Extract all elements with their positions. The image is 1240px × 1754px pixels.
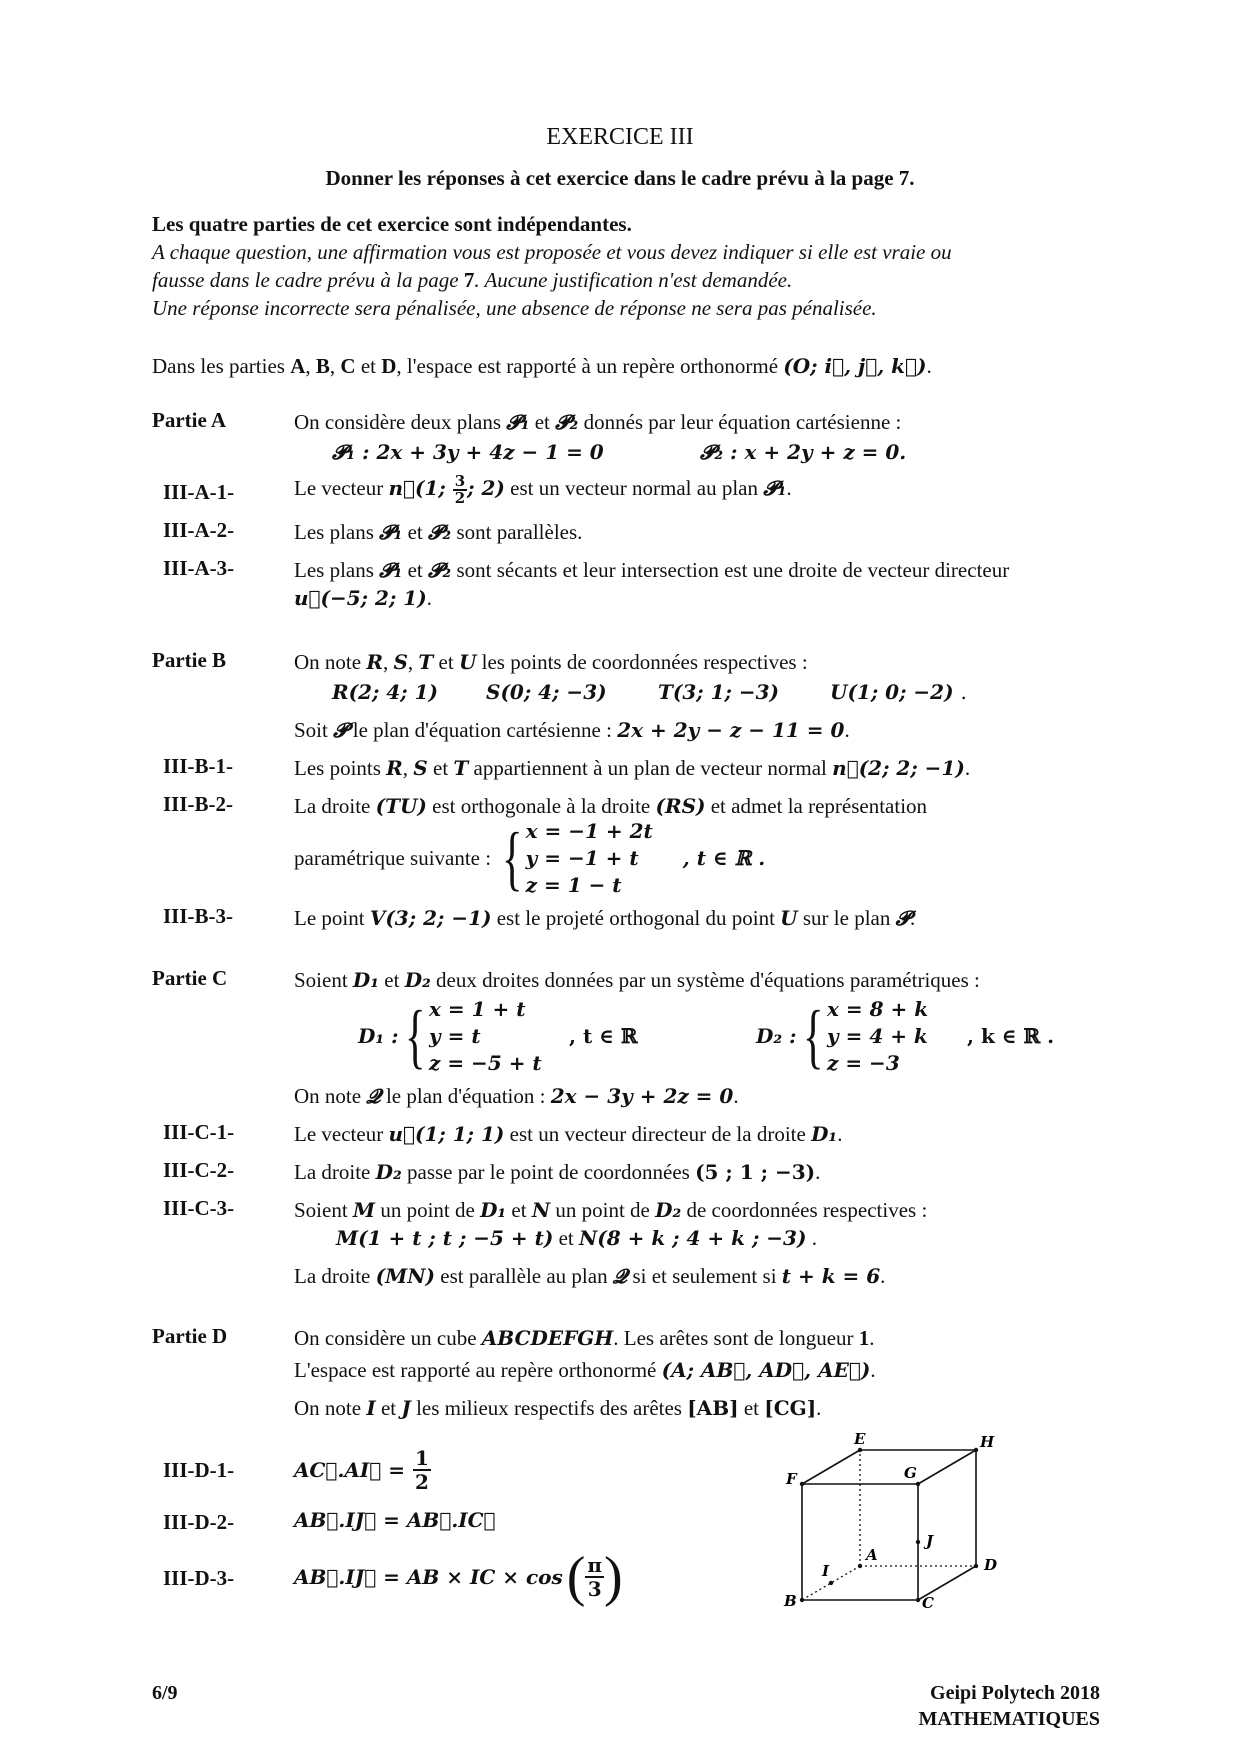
q-d2-label: III-D-2- [163, 1510, 235, 1534]
edge-fe [802, 1450, 860, 1484]
edge-gh [918, 1450, 976, 1484]
intro-bold: Les quatre parties de cet exercice sont indépendantes. [152, 212, 632, 236]
point-u: U(1; 0; −2) . [830, 680, 967, 704]
q-a3-text: Les plans 𝓟₁ et 𝓟₂ sont sécants et leur intersection est une droite de vecteur directeur u⃗(−5; 2; 1). [294, 558, 1010, 610]
point-t: T(3; 1; −3) [658, 680, 780, 704]
q-c3-condition: La droite (MN) est parallèle au plan 𝓠 si et seulement si t + k = 6. [294, 1264, 886, 1288]
part-a-label: Partie A [152, 408, 227, 432]
q-c1-label: III-C-1- [163, 1120, 235, 1144]
label-c: C [922, 1594, 934, 1610]
q-b2-text: La droite (TU) est orthogonale à la droite (RS) et admet la représentation [294, 794, 928, 818]
q-b3-label: III-B-3- [163, 904, 234, 928]
q-d1-label: III-D-1- [163, 1458, 235, 1482]
q-a2-label: III-A-2- [163, 518, 235, 542]
q-b2-system: paramétrique suivante : { x = −1 + 2t y = −1 + t z = 1 − t , t ∈ ℝ . [294, 818, 766, 898]
intro-italic-2: fausse dans le cadre prévu à la page 7. Aucune justification n'est demandée. [152, 268, 793, 292]
part-d-label: Partie D [152, 1324, 228, 1348]
q-c3-coords: M(1 + t ; t ; −5 + t) et N(8 + k ; 4 + k ; −3) . [336, 1226, 817, 1250]
point-h [974, 1448, 978, 1452]
label-h: H [980, 1433, 995, 1451]
point-r: R(2; 4; 1) [332, 680, 438, 704]
part-c-label: Partie C [152, 966, 228, 990]
point-g [916, 1482, 920, 1486]
q-c3-label: III-C-3- [163, 1196, 235, 1220]
q-d2-text: AB⃗.IJ⃗ = AB⃗.IC⃗ [294, 1508, 496, 1532]
part-d-line1: On considère un cube ABCDEFGH. Les arêtes sont de longueur 1. [294, 1326, 875, 1350]
label-g: G [904, 1464, 917, 1482]
footer-subject: MATHEMATIQUES [918, 1708, 1100, 1730]
exercise-instructions: Donner les réponses à cet exercice dans le cadre prévu à la page 7. [325, 166, 915, 190]
point-c [916, 1598, 920, 1602]
part-d-line2: L'espace est rapporté au repère orthonormé (A; AB⃗, AD⃗, AE⃗). [294, 1358, 876, 1382]
label-j: J [926, 1532, 934, 1550]
cube-figure [780, 1430, 1020, 1610]
intro-context: Dans les parties A, B, C et D, l'espace est rapporté à un repère orthonormé (O; i⃗, j⃗, k⃗). [152, 354, 932, 378]
label-d: D [984, 1556, 998, 1574]
q-a3-label: III-A-3- [163, 556, 235, 580]
part-a-eq2: 𝓟₂ : x + 2y + z = 0. [700, 440, 907, 464]
label-b: B [784, 1592, 797, 1610]
part-a-intro: On considère deux plans 𝓟₁ et 𝓟₂ donnés par leur équation cartésienne : [294, 410, 902, 434]
part-a-eq1: 𝓟₁ : 2x + 3y + 4z − 1 = 0 [332, 440, 604, 464]
part-b-plane: Soit 𝓟 le plan d'équation cartésienne : 2x + 2y − z − 11 = 0. [294, 718, 850, 742]
point-b [800, 1598, 804, 1602]
d1-system: D₁ : { x = 1 + t y = t z = −5 + t , t ∈ ℝ [358, 996, 638, 1076]
q-d1-text: AC⃗.AI⃗ = $\frac{1}{2}$ [294, 1446, 429, 1494]
q-b1-text: Les points R, S et T appartiennent à un plan de vecteur normal n⃗(2; 2; −1). [294, 756, 971, 780]
q-c2-text: La droite D₂ passe par le point de coordonnées (5 ; 1 ; −3). [294, 1160, 821, 1184]
q-d3-text: AB⃗.IJ⃗ = AB × IC × cos ( $\frac{\pi}{3}$ ) [294, 1546, 623, 1608]
q-c3-text: Soient M un point de D₁ et N un point de D₂ de coordonnées respectives : [294, 1198, 928, 1222]
point-a [858, 1564, 862, 1568]
part-c-plane: On note 𝓠 le plan d'équation : 2x − 3y + 2z = 0. [294, 1084, 739, 1108]
page-number: 6/9 [152, 1682, 178, 1704]
label-i: I [822, 1562, 830, 1580]
q-c2-label: III-C-2- [163, 1158, 235, 1182]
d2-system: D₂ : { x = 8 + k y = 4 + k z = −3 , k ∈ ℝ . [756, 996, 1055, 1076]
point-f [800, 1482, 804, 1486]
intro-block [152, 210, 1112, 322]
part-d-line3: On note I et J les milieux respectifs des arêtes [AB] et [CG]. [294, 1396, 822, 1420]
footer-source: Geipi Polytech 2018 [930, 1682, 1100, 1704]
q-a2-text: Les plans 𝓟₁ et 𝓟₂ sont parallèles. [294, 520, 583, 544]
point-j [916, 1540, 920, 1544]
q-d3-label: III-D-3- [163, 1566, 235, 1590]
part-b-label: Partie B [152, 648, 227, 672]
label-f: F [786, 1470, 797, 1488]
q-b3-text: Le point V(3; 2; −1) est le projeté orthogonal du point U sur le plan 𝓟. [294, 906, 916, 930]
label-a: A [866, 1546, 878, 1564]
label-e: E [854, 1430, 866, 1448]
point-d [974, 1564, 978, 1568]
q-a1-text: Le vecteur n⃗(1; $\frac{3}{2}$ ; 2) est un vecteur normal au plan 𝓟₁. [294, 472, 792, 508]
q-b2-label: III-B-2- [163, 792, 234, 816]
exercise-title: EXERCICE III [546, 124, 694, 150]
intro-italic-3: Une réponse incorrecte sera pénalisée, une absence de réponse ne sera pas pénalisée. [152, 296, 877, 320]
q-a1-label: III-A-1- [163, 480, 235, 504]
q-b1-label: III-B-1- [163, 754, 234, 778]
part-b-intro: On note R, S, T et U les points de coordonnées respectives : [294, 650, 808, 674]
q-c1-text: Le vecteur u⃗(1; 1; 1) est un vecteur directeur de la droite D₁. [294, 1122, 843, 1146]
point-i [829, 1581, 833, 1585]
part-c-intro: Soient D₁ et D₂ deux droites données par un système d'équations paramétriques : [294, 968, 980, 992]
point-s: S(0; 4; −3) [486, 680, 607, 704]
brace: { [502, 818, 523, 898]
point-e [858, 1448, 862, 1452]
intro-italic-1: A chaque question, une affirmation vous est proposée et vous devez indiquer si elle est vraie ou [152, 240, 952, 264]
